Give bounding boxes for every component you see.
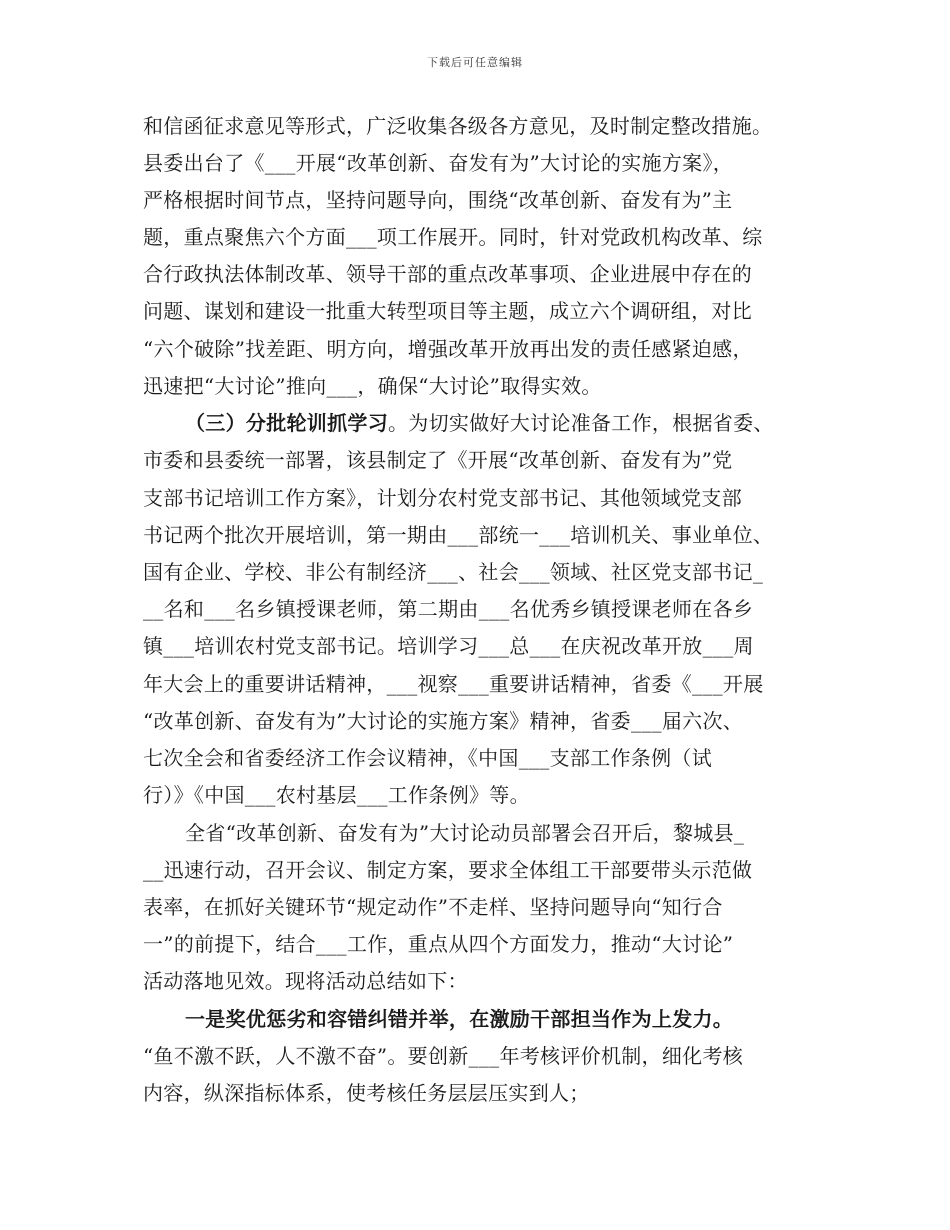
paragraph-1-line-8: 迅速把“大讨论”推向___，确保“大讨论”取得实效。 xyxy=(143,374,602,398)
paragraph-3-line-2: __迅速行动，召开会议、制定方案，要求全体组工干部要带头示范做 xyxy=(143,858,753,882)
paragraph-2-line-3: 支部书记培训工作方案》，计划分农村党支部书记、其他领域党支部 xyxy=(143,486,742,510)
paragraph-3-line-1: 全省“改革创新、奋发有为”大讨论动员部署会召开后，黎城县_ xyxy=(185,821,745,845)
paragraph-2-line-1 xyxy=(185,410,774,436)
paragraph-3-line-5: 活动落地见效。现将活动总结如下： xyxy=(143,969,468,993)
paragraph-2-line-9: “改革创新、奋发有为”大讨论的实施方案》精神，省委___届六次、 xyxy=(143,709,744,733)
paragraph-3-line-3: 表率，在抓好关键环节“规定动作”不走样、坚持问题导向“知行合 xyxy=(143,895,723,919)
paragraph-4-heading: 一是奖优惩劣和容错纠错并举，在激励干部担当作为上发力。 xyxy=(185,1007,734,1031)
paragraph-3-line-4: 一”的前提下，结合___工作，重点从四个方面发力，推动“大讨论” xyxy=(143,932,734,956)
paragraph-1-line-6: 问题、谋划和建设一批重大转型项目等主题，成立六个调研组，对比 xyxy=(143,299,752,323)
paragraph-1-line-7: “六个破除”找差距、明方向，增强改革开放再出发的责任感紧迫感， xyxy=(143,337,753,361)
paragraph-2-line-7: 镇___培训农村党支部书记。培训学习___总___在庆祝改革开放___周 xyxy=(143,634,754,658)
paragraph-2-line-10: 七次全会和省委经济工作会议精神，《中国___支部工作条例（试 xyxy=(143,746,712,770)
page-header: 下载后可任意编辑 xyxy=(427,56,523,69)
paragraph-2-line-5: 国有企业、学校、非公有制经济___、社会___领域、社区党支部书记_ xyxy=(143,560,764,584)
paragraph-4-line-2: “鱼不激不跃，人不激不奋”。要创新___年考核评价机制，细化考核 xyxy=(143,1044,744,1068)
paragraph-1-line-1: 和信函征求意见等形式，广泛收集各级各方意见，及时制定整改措施。 xyxy=(143,114,773,138)
paragraph-1-line-5: 合行政执法体制改革、领导干部的重点改革事项、企业进展中存在的 xyxy=(143,262,752,286)
paragraph-2-line-4: 书记两个批次开展培训，第一期由___部统一___培训机关、事业单位、 xyxy=(143,523,774,547)
paragraph-1-line-2: 县委出台了《___开展“改革创新、奋发有为”大讨论的实施方案》， xyxy=(143,151,734,175)
paragraph-1-line-4: 题，重点聚焦六个方面___项工作展开。同时，针对党政机构改革、综 xyxy=(143,225,763,249)
paragraph-4-line-3: 内容，纵深指标体系，使考核任务层层压实到人； xyxy=(143,1081,590,1105)
paragraph-2-line-2: 市委和县委统一部署，该县制定了《开展“改革创新、奋发有为”党 xyxy=(143,448,733,472)
paragraph-1-line-3: 严格根据时间节点，坚持问题导向，围绕“改革创新、奋发有为”主 xyxy=(143,188,733,212)
paragraph-2-line-1-rest: 。为切实做好大讨论准备工作，根据省委、 xyxy=(388,411,774,435)
paragraph-2-line-11: 行）》《中国___农村基层___工作条例》等。 xyxy=(143,783,530,807)
section-heading: （三）分批轮训抓学习 xyxy=(185,411,388,435)
paragraph-2-line-6: __名和___名乡镇授课老师，第二期由___名优秀乡镇授课老师在各乡 xyxy=(143,597,754,621)
paragraph-2-line-8: 年大会上的重要讲话精神，___视察___重要讲话精神，省委《___开展 xyxy=(143,672,764,696)
